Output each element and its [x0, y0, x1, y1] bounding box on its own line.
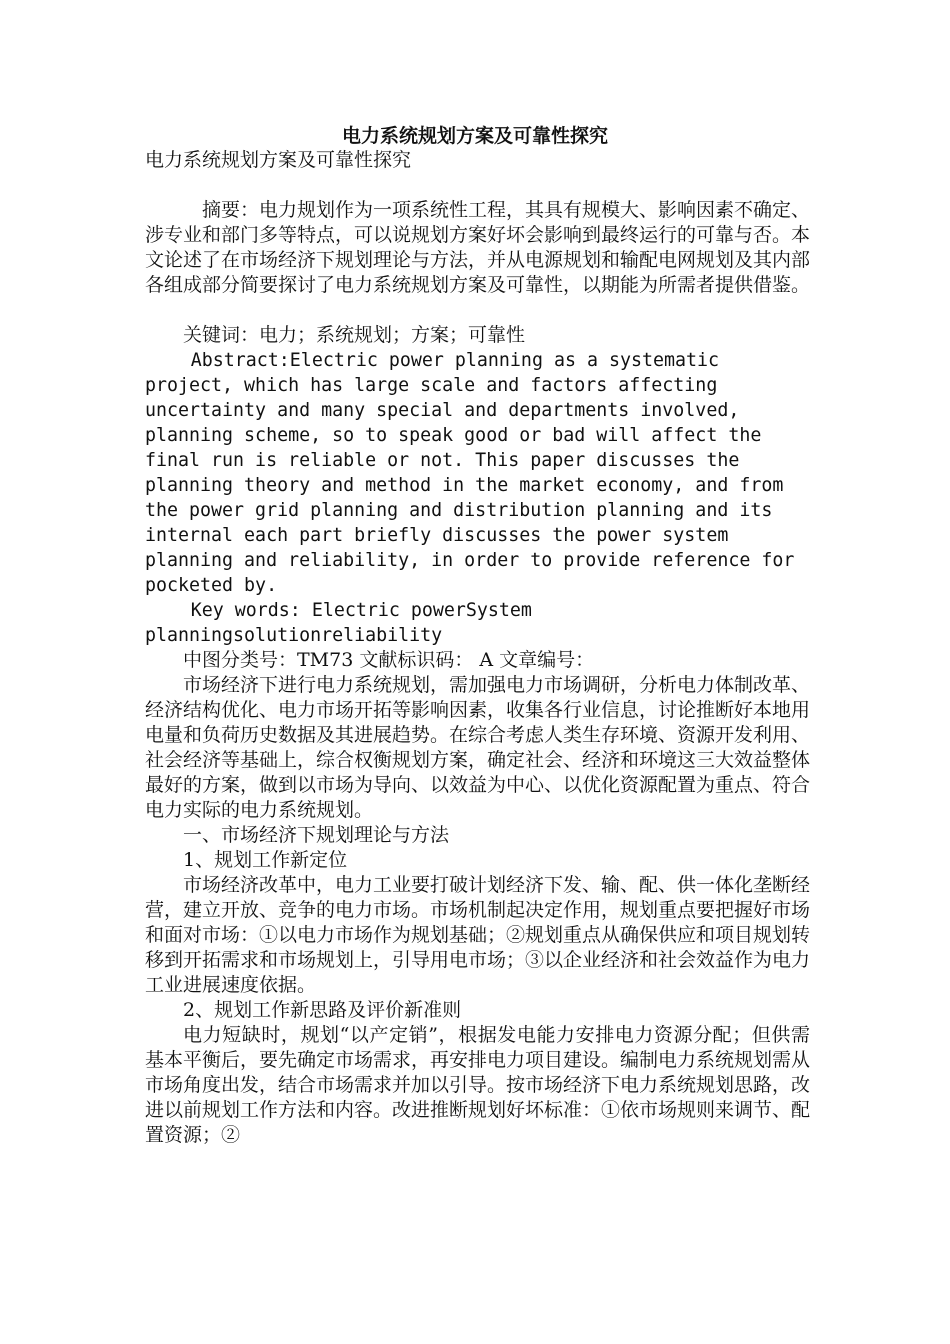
paragraph-intro: 市场经济下进行电力系统规划，需加强电力市场调研，分析电力体制改革、经济结构优化、电力市场开拓等影响因素，收集各行业信息，讨论推断好本地用电量和负荷历史数据及其进展趋势。在综合考虑人类生存环境、资源开发利用、社会经济等基础上，综合权衡规划方案，确定社会、经济和环境这三大效益整体最好的方案，做到以市场为导向、以效益为中心、以优化资源配置为重点、符合电力实际的电力系统规划。	[145, 674, 811, 821]
spacer	[145, 173, 810, 198]
subsection-heading: 1、规划工作新定位	[183, 849, 348, 871]
abstract-cn: 摘要：电力规划作为一项系统性工程，其具有规模大、影响因素不确定、涉专业和部门多等特点，可以说规划方案好坏会影响到最终运行的可靠与否。本文论述了在市场经济下规划理论与方法，并从电源规划和输配电网规划及其内部各组成部分简要探讨了电力系统规划方案及可靠性，以期能为所需者提供借鉴。	[145, 199, 811, 296]
spacer	[145, 298, 810, 323]
subsection-heading: 2、规划工作新思路及评价新准则	[183, 999, 462, 1021]
document-subtitle: 电力系统规划方案及可靠性探究	[145, 149, 412, 171]
classification-line: 中图分类号：TM73 文献标识码： A 文章编号：	[183, 649, 595, 671]
keywords-en: Key words: Electric powerSystem planningsolutionreliability	[145, 600, 532, 646]
abstract-en: Abstract:Electric power planning as a systematic project, which has large scale and factors affecting uncertainty and many special and departments involved, planning scheme, so to speak good or bad will affect the final run is reliable or not. This paper discusses the planning theory and method in the market economy, and from the power grid planning and distribution planning and its internal each part briefly discusses the power system planning and reliability, in order to provide reference for pocketed by.	[145, 350, 795, 596]
document-body	[145, 148, 810, 1148]
keywords-cn: 关键词：电力；系统规划；方案；可靠性	[183, 324, 526, 346]
section-heading: 一、市场经济下规划理论与方法	[183, 824, 450, 846]
paragraph-evaluation: 电力短缺时，规划“以产定销”，根据发电能力安排电力资源分配；但供需基本平衡后，要先确定市场需求，再安排电力项目建设。编制电力系统规划需从市场角度出发，结合市场需求并加以引导。按市场经济下电力系统规划思路，改进以前规划工作方法和内容。改进推断规划好坏标准：①依市场规则来调节、配置资源；②	[145, 1024, 811, 1146]
paragraph-positioning: 市场经济改革中，电力工业要打破计划经济下发、输、配、供一体化垄断经营，建立开放、竞争的电力市场。市场机制起决定作用，规划重点要把握好市场和面对市场：①以电力市场作为规划基础；②规划重点从确保供应和项目规划转移到开拓需求和市场规划上，引导用电市场；③以企业经济和社会效益作为电力工业进展速度依据。	[145, 874, 811, 996]
document-title: 电力系统规划方案及可靠性探究	[341, 125, 608, 147]
